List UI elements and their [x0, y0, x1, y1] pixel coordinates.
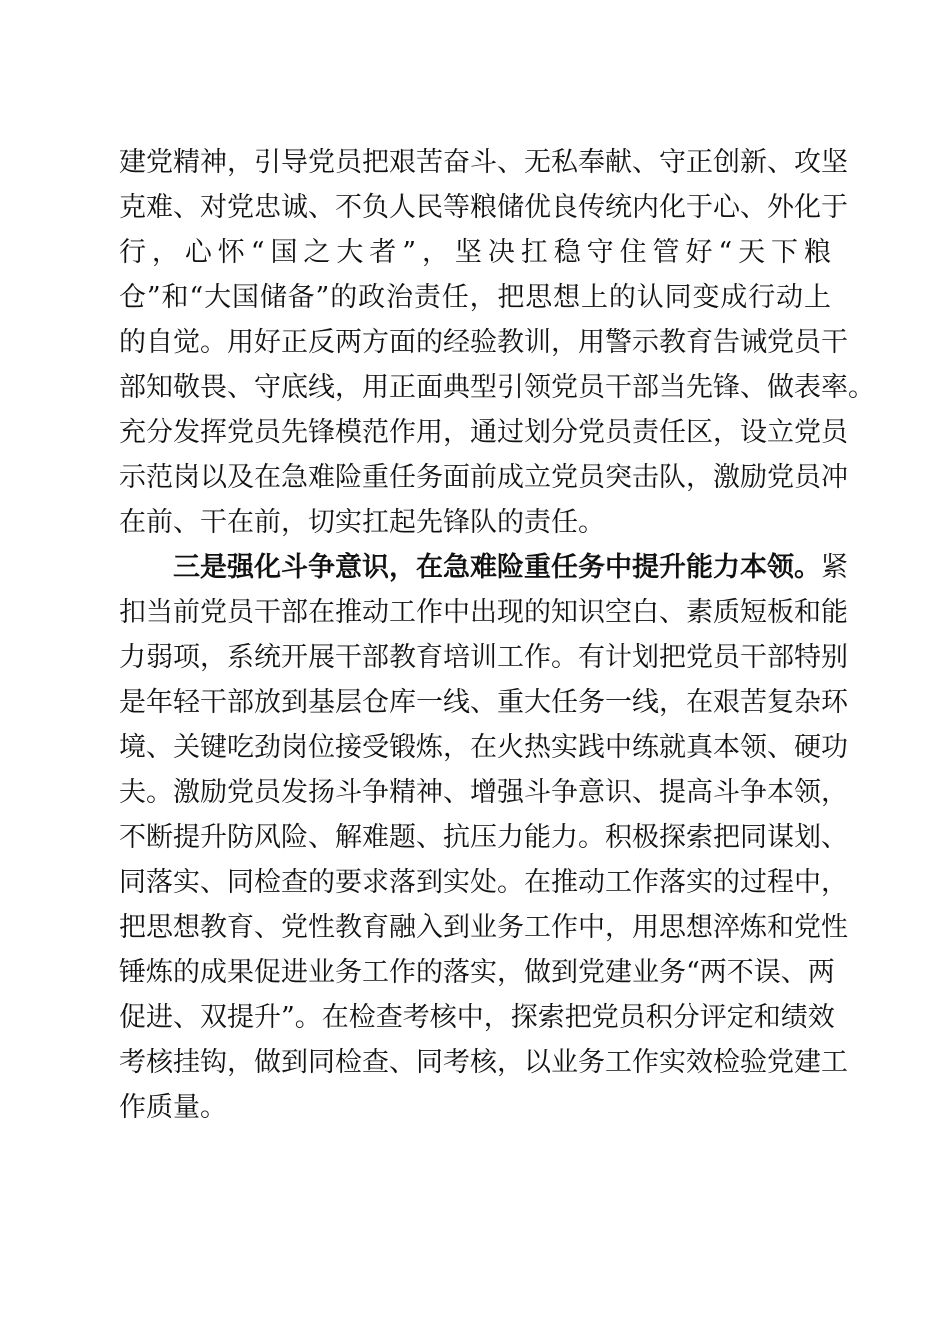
paragraph-line: 充分发挥党员先锋模范作用，通过划分党员责任区，设立党员 [119, 417, 848, 448]
paragraph-line: 部知敬畏、守底线，用正面典型引领党员干部当先锋、做表率。 [119, 372, 875, 403]
paragraph-line: 促进、双提升”。在检查考核中，探索把党员积分评定和绩效 [119, 1002, 835, 1033]
paragraph-line: 境、关键吃劲岗位接受锻炼，在火热实践中练就真本领、硬功 [119, 732, 848, 763]
paragraph-line: 的自觉。用好正反两方面的经验教训，用警示教育告诫党员干 [119, 327, 848, 358]
paragraph-2 [119, 545, 848, 1130]
paragraph-first-line [119, 545, 848, 590]
paragraph-line: 示范岗以及在急难险重任务面前成立党员突击队，激励党员冲 [119, 462, 848, 493]
paragraph-lead-heading: 三是强化斗争意识，在急难险重任务中提升能力本领。 [173, 552, 821, 583]
paragraph-line: 克难、对党忠诚、不负人民等粮储优良传统内化于心、外化于 [119, 192, 848, 223]
paragraph-line: 夫。激励党员发扬斗争精神、增强斗争意识、提高斗争本领， [119, 777, 848, 808]
paragraph-line: 在前、干在前，切实扛起先锋队的责任。 [119, 507, 605, 538]
paragraph-line: 考核挂钩，做到同检查、同考核，以业务工作实效检验党建工 [119, 1047, 848, 1078]
paragraph-line: 是年轻干部放到基层仓库一线、重大任务一线，在艰苦复杂环 [119, 687, 848, 718]
paragraph-line: 力弱项，系统开展干部教育培训工作。有计划把党员干部特别 [119, 642, 848, 673]
paragraph-line: 锤炼的成果促进业务工作的落实，做到党建业务“两不误、两 [119, 957, 835, 988]
document-body [119, 140, 875, 1130]
paragraph-line: 仓”和“大国储备”的政治责任，把思想上的认同变成行动上 [119, 282, 831, 313]
paragraph-line: 把思想教育、党性教育融入到业务工作中，用思想淬炼和党性 [119, 912, 848, 943]
paragraph-line: 同落实、同检查的要求落到实处。在推动工作落实的过程中， [119, 867, 848, 898]
paragraph-line: 扣当前党员干部在推动工作中出现的知识空白、素质短板和能 [119, 597, 848, 628]
paragraph-line-rest: 紧 [821, 552, 848, 583]
paragraph-line: 不断提升防风险、解难题、抗压力能力。积极探索把同谋划、 [119, 822, 848, 853]
paragraph-line: 建党精神，引导党员把艰苦奋斗、无私奉献、守正创新、攻坚 [119, 147, 848, 178]
paragraph-line: 作质量。 [119, 1092, 227, 1123]
paragraph-1 [119, 140, 875, 545]
paragraph-line: 行，心怀“国之大者”，坚决扛稳守住管好“天下粮 [119, 237, 831, 268]
